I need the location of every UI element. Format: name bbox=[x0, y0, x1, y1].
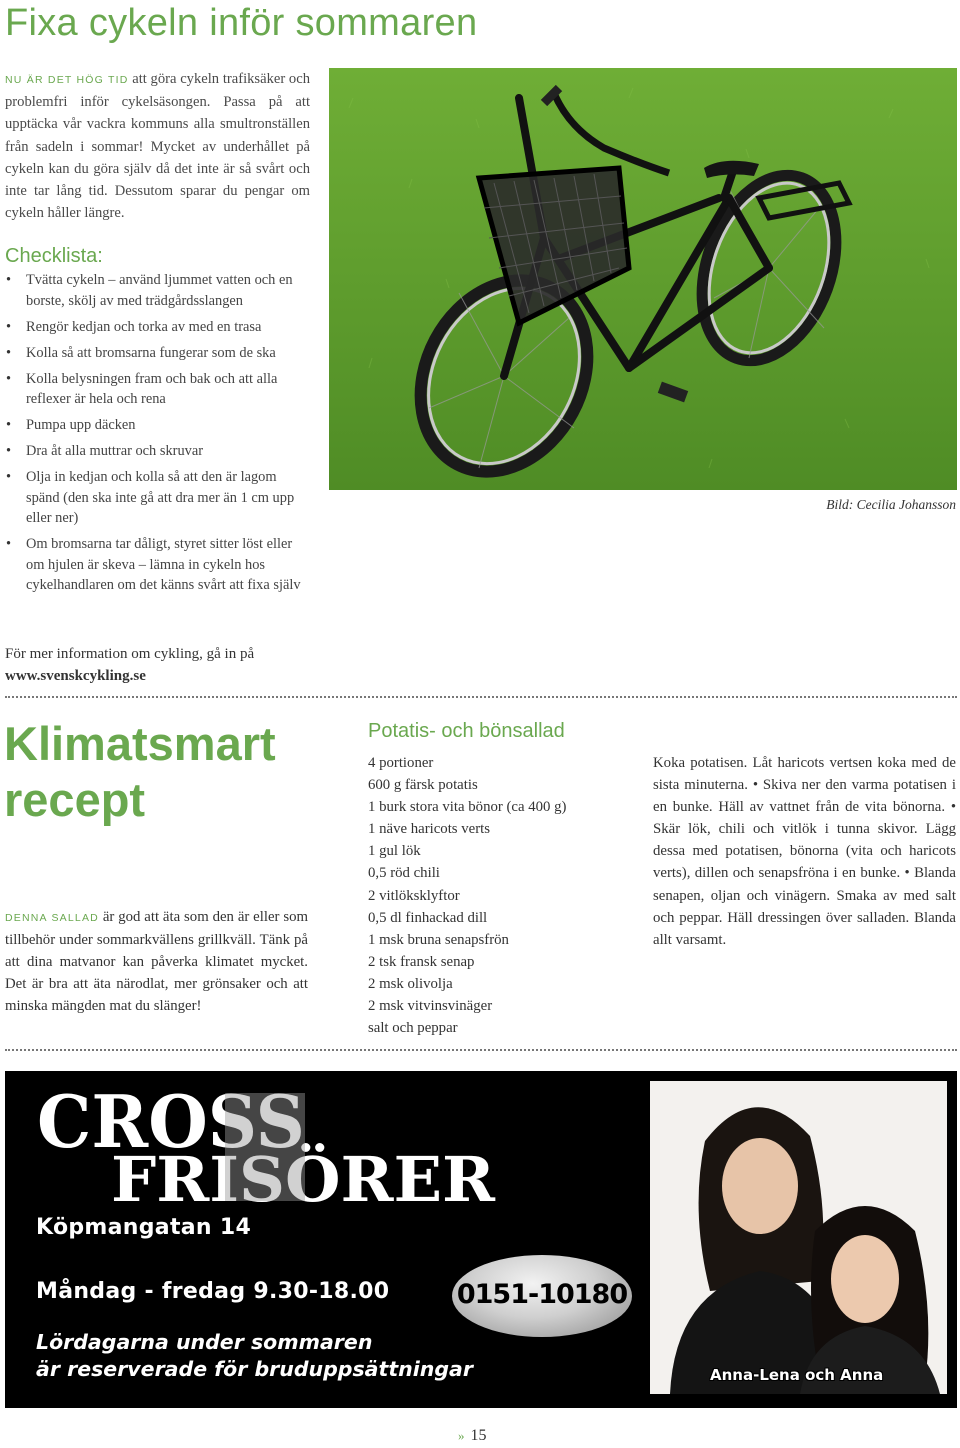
ingredient-item: 4 portioner bbox=[368, 755, 434, 771]
saturday-line: Lördagarna under sommaren bbox=[36, 1330, 373, 1354]
article-title: Fixa cykeln inför sommaren bbox=[5, 2, 478, 44]
salon-address: Köpmangatan 14 bbox=[36, 1215, 252, 1240]
ingredient-item: 1 näve haricots verts bbox=[368, 821, 491, 838]
section-divider bbox=[5, 1049, 957, 1051]
logo-frisorer: FRISÖRER bbox=[111, 1143, 496, 1207]
checklist-item: • Olja in kedjan och kolla så att den är lagom spänd (den ska inte gå att dra mer än 1 cm upp eller ner) bbox=[5, 467, 310, 529]
intro-lead: NU ÄR DET HÖG TID bbox=[5, 74, 129, 86]
checklist-item: • Pumpa upp däcken bbox=[5, 415, 310, 436]
photo-credit: Bild: Cecilia Johansson bbox=[826, 497, 956, 512]
ingredient-item: 0,5 dl finhackad dill bbox=[368, 909, 488, 926]
checklist-item: • Kolla belysningen fram och bak och att alla reflexer är hela och rena bbox=[5, 369, 310, 410]
intro-text: att göra cykeln trafiksäker och problemfri inför cykelsäsongen. Passa på att upptäcka vår vackra kommuns alla smultronställen från sadeln i sommar! Mycket av underhållet på cykeln kan du göra själv då det inte är så svårt och inte tar lång tid. Dessutom sparar du pengar om cykeln håller längre. bbox=[5, 71, 311, 222]
checklist bbox=[5, 270, 310, 601]
ingredient-item: 1 gul lök bbox=[368, 843, 421, 860]
phone-number[interactable]: 0151-10180 bbox=[456, 1279, 628, 1310]
checklist-item: • Om bromsarna tar dåligt, styret sitter löst eller om hjulen är skeva – lämna in cykeln hos cykelhandlaren om det känns svårt att fixa själv bbox=[5, 534, 310, 596]
salon-logo bbox=[35, 1089, 505, 1207]
ingredient-item: 0,5 röd chili bbox=[368, 865, 440, 882]
more-info bbox=[5, 643, 325, 687]
stylists-illustration bbox=[650, 1081, 947, 1394]
checklist-item: • Dra åt alla muttrar och skruvar bbox=[5, 441, 310, 462]
ingredient-item: 1 burk stora vita bönor (ca 400 g) bbox=[368, 799, 567, 816]
ingredient-list bbox=[368, 752, 638, 1039]
salon-advertisement bbox=[5, 1071, 957, 1408]
recipe-heading bbox=[4, 716, 276, 828]
more-info-text: För mer information om cykling, gå in på bbox=[5, 646, 255, 662]
salad-title: Potatis- och bönsallad bbox=[368, 720, 565, 742]
ingredient-item: 1 msk bruna senapsfrön bbox=[368, 931, 509, 948]
checklist-item: • Kolla så att bromsarna fungerar som de ska bbox=[5, 343, 310, 364]
ingredient-item: 600 g färsk potatis bbox=[368, 777, 478, 794]
recipe-intro-lead: DENNA SALLAD bbox=[5, 912, 99, 924]
checklist-item: • Tvätta cykeln – använd ljummet vatten och en borste, skölj av med trädgårdsslangen bbox=[5, 270, 310, 311]
recipe-intro-text: är god att äta som den är eller som tillbehör under sommarkvällens grillkväll. Tänk på att dina matvanor kan påverka klimatet mycket. Det är bra att äta närodlat, mer grönsaker och att minska mängden mat du slänger! bbox=[5, 909, 309, 1015]
footer-arrow: » bbox=[458, 1428, 465, 1443]
stylists-caption: Anna-Lena och Anna bbox=[710, 1366, 884, 1384]
checklist-item: • Rengör kedjan och torka av med en trasa bbox=[5, 317, 310, 338]
ingredient-item: 2 msk vitvinsvinäger bbox=[368, 998, 493, 1015]
more-info-link[interactable]: www.svenskcykling.se bbox=[5, 668, 146, 684]
bicycle-photo bbox=[329, 68, 957, 490]
ingredient-item: salt och peppar bbox=[368, 1020, 458, 1037]
bicycle-illustration bbox=[329, 68, 957, 490]
ingredient-item: 2 tsk fransk senap bbox=[368, 953, 475, 970]
checklist-title: Checklista: bbox=[5, 245, 103, 267]
phone-badge bbox=[452, 1255, 632, 1337]
salon-saturday-note bbox=[36, 1329, 473, 1383]
salon-hours: Måndag - fredag 9.30-18.00 bbox=[36, 1279, 390, 1304]
recipe-heading-line: Klimatsmart bbox=[4, 717, 276, 770]
ingredient-item: 2 msk olivolja bbox=[368, 975, 453, 992]
section-divider bbox=[5, 696, 957, 698]
article-intro bbox=[5, 68, 310, 224]
recipe-intro bbox=[5, 906, 308, 1017]
stylists-photo bbox=[650, 1081, 947, 1394]
ingredient-item: 2 vitlöksklyftor bbox=[368, 887, 460, 904]
saturday-line: är reserverade för bruduppsättningar bbox=[36, 1357, 473, 1381]
recipe-heading-line: recept bbox=[4, 773, 146, 826]
recipe-instructions: Koka potatisen. Låt haricots vertsen koka med de sista minuterna. • Skiva ner den varma potatisen i en bunke. Häll av vattnet från de vita bönorna. • Skär lök, chili och vitlök i tunna skivor. Lägg dessa med potatisen, bönorna (vita och haricots verts), dillen och senapsfröna i en bunke. • Blanda senapen, oljan och vinägern. Smaka av med salt och peppar. Häll dressingen över salladen. Blanda allt varsamt. bbox=[653, 755, 956, 948]
page-number: 15 bbox=[470, 1427, 487, 1444]
logo-cross: CROSS bbox=[37, 1089, 305, 1164]
page-footer bbox=[458, 1427, 487, 1445]
